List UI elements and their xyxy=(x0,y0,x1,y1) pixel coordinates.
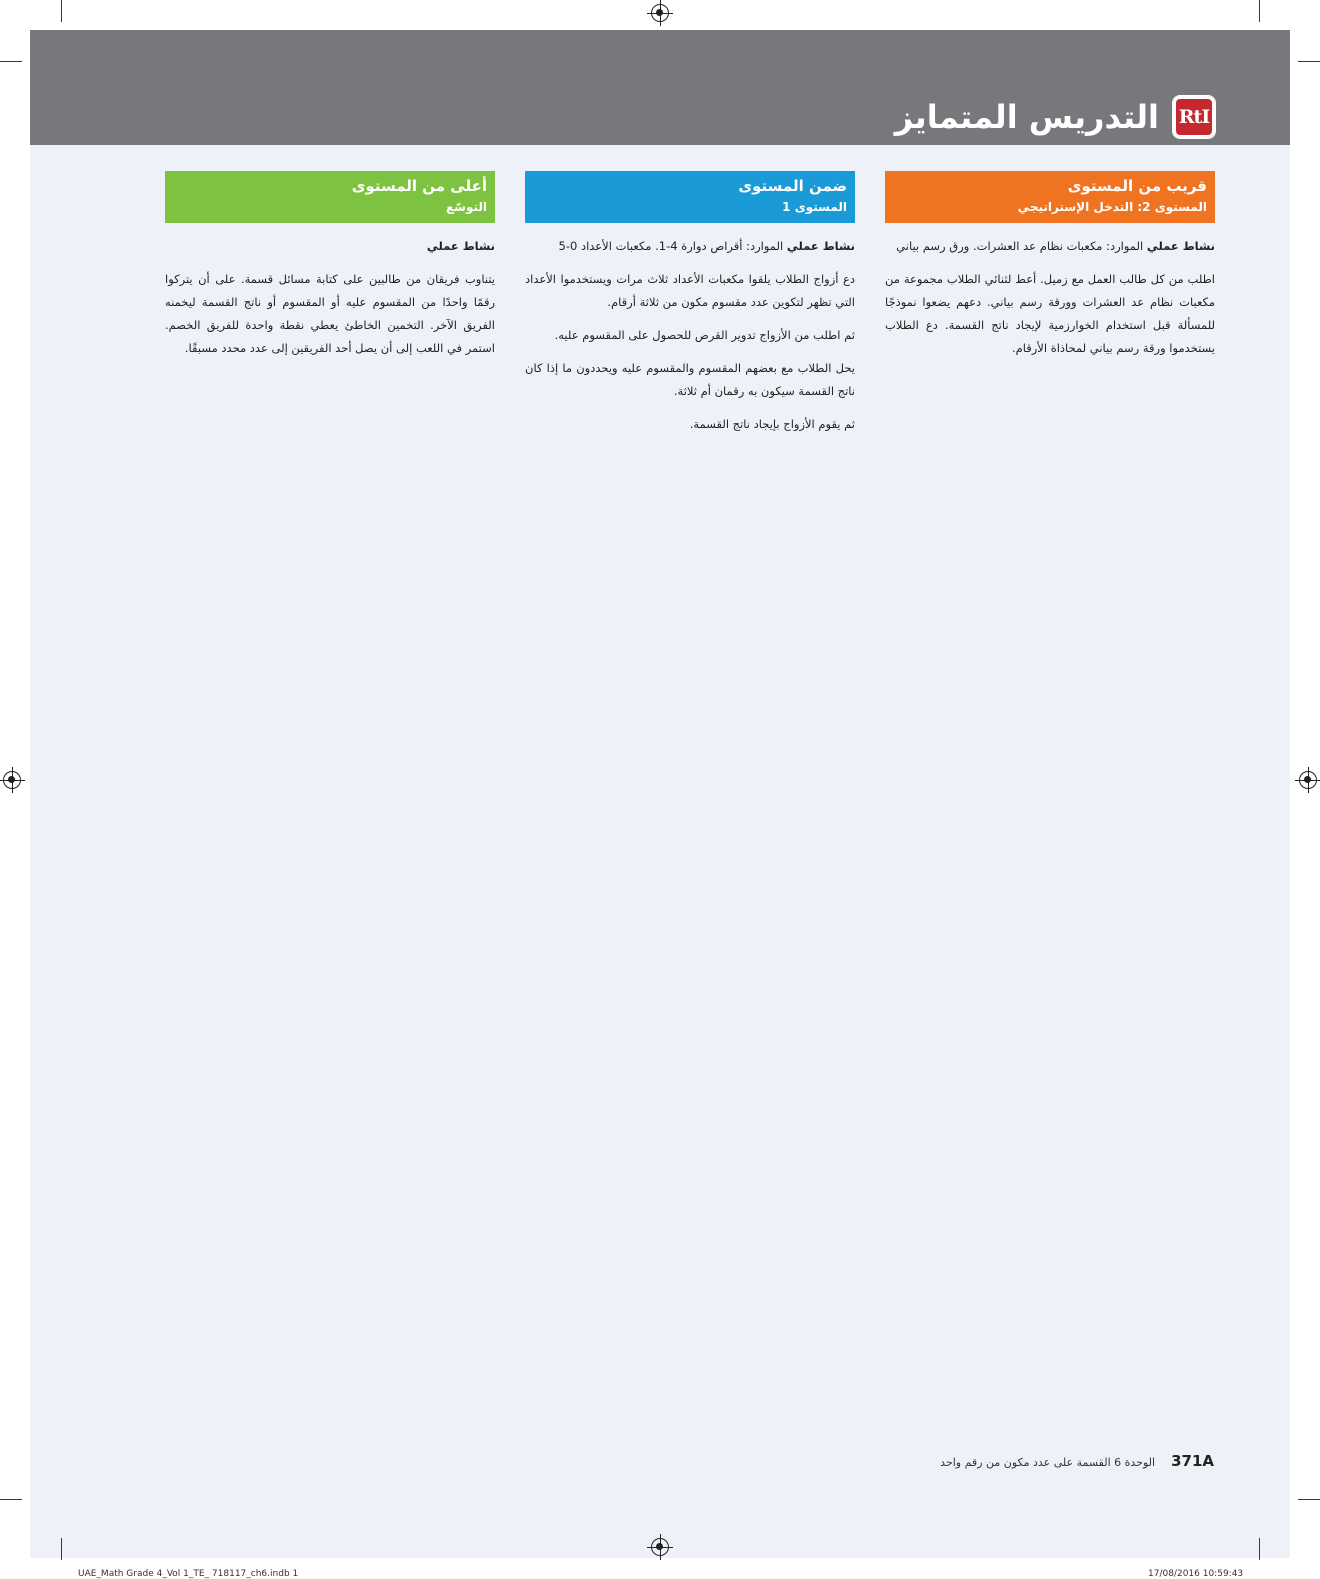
paragraph: ثم يقوم الأزواج بإيجاد ناتج القسمة. xyxy=(689,417,855,431)
column-on-level xyxy=(525,171,855,446)
paragraph: يحل الطلاب مع بعضهم المقسوم والمقسوم عليه ويحددون ما إذا كان ناتج القسمة سيكون به رقمان أم ثلاثة. xyxy=(525,361,855,398)
page-header xyxy=(895,92,1215,142)
column-beyond xyxy=(165,171,495,370)
page-title: التدريس المتمايز xyxy=(894,98,1159,136)
column-body xyxy=(525,223,855,436)
column-body xyxy=(165,223,495,360)
registration-mark-icon xyxy=(3,771,21,789)
column-approaching xyxy=(885,171,1215,370)
column-header xyxy=(165,171,495,223)
registration-mark-icon xyxy=(651,1538,669,1556)
rti-badge-icon: RtI xyxy=(1173,96,1215,138)
column-body xyxy=(885,223,1215,360)
crop-mark xyxy=(1259,0,1260,22)
column-title: قريب من المستوى xyxy=(1067,177,1207,195)
column-header xyxy=(525,171,855,223)
lead-bold: نشاط عملي xyxy=(426,239,495,253)
lead-text: الموارد: أقراص دوارة 4-1. مكعبات الأعداد 0-5 xyxy=(558,239,784,253)
crop-mark xyxy=(1298,1499,1320,1500)
registration-mark-icon xyxy=(1299,771,1317,789)
slug-timestamp: 17/08/2016 10:59:43 xyxy=(1148,1569,1244,1579)
slug-file-name: UAE_Math Grade 4_Vol 1_TE_ 718117_ch6.indb 1 xyxy=(78,1569,299,1579)
paragraph: دع أزواج الطلاب يلقوا مكعبات الأعداد ثلاث مرات ويستخدموا الأعداد التي تظهر لتكوين عدد مقسوم مكون من ثلاثة أرقام. xyxy=(525,272,855,309)
column-subtitle: التوسّع xyxy=(445,200,487,214)
footer-text: الوحدة 6 القسمة على عدد مكون من رقم واحد xyxy=(940,1456,1156,1469)
crop-mark xyxy=(0,61,22,62)
paragraph: اطلب من كل طالب العمل مع زميل. أعط لثنائي الطلاب مجموعة من مكعبات نظام عد العشرات وورقة رسم بياني. دعهم يضعوا نموذجًا للمسألة قبل استخدام الخوارزمية لإيجاد ناتج القسمة. دع الطلاب يستخدموا ورقة رسم بياني لمحاذاة الأرقام. xyxy=(885,272,1215,355)
crop-mark xyxy=(61,1538,62,1560)
lead-line xyxy=(885,235,1215,258)
crop-mark xyxy=(61,0,62,22)
lead-bold: نشاط عملي xyxy=(1146,239,1215,253)
column-title: ضمن المستوى xyxy=(738,177,847,195)
lead-bold: نشاط عملي xyxy=(786,239,855,253)
page-footer xyxy=(940,1452,1214,1470)
crop-mark xyxy=(1298,61,1320,62)
column-subtitle: المستوى 1 xyxy=(782,200,847,214)
column-header xyxy=(885,171,1215,223)
registration-mark-icon xyxy=(651,4,669,22)
page-number: 371A xyxy=(1171,1452,1214,1470)
crop-mark xyxy=(1259,1538,1260,1560)
paragraph: ثم اطلب من الأزواج تدوير القرص للحصول على المقسوم عليه. xyxy=(554,328,855,342)
column-subtitle: المستوى 2: التدخل الإستراتيجي xyxy=(1017,200,1207,214)
paragraph: يتناوب فريقان من طالبين على كتابة مسائل قسمة. على أن يتركوا رقمًا واحدًا من المقسوم عليه أو المقسوم أو ناتج القسمة ليخمنه الفريق الآخر. التخمين الخاطئ يعطي نقطة واحدة للفريق الخصم. استمر في اللعب إلى أن يصل أحد الفريقين إلى عدد محدد مسبقًا. xyxy=(165,272,495,355)
lead-text: الموارد: مكعبات نظام عد العشرات. ورق رسم بياني xyxy=(896,239,1144,253)
crop-mark xyxy=(0,1499,22,1500)
lead-line xyxy=(525,235,855,258)
column-title: أعلى من المستوى xyxy=(351,177,487,195)
